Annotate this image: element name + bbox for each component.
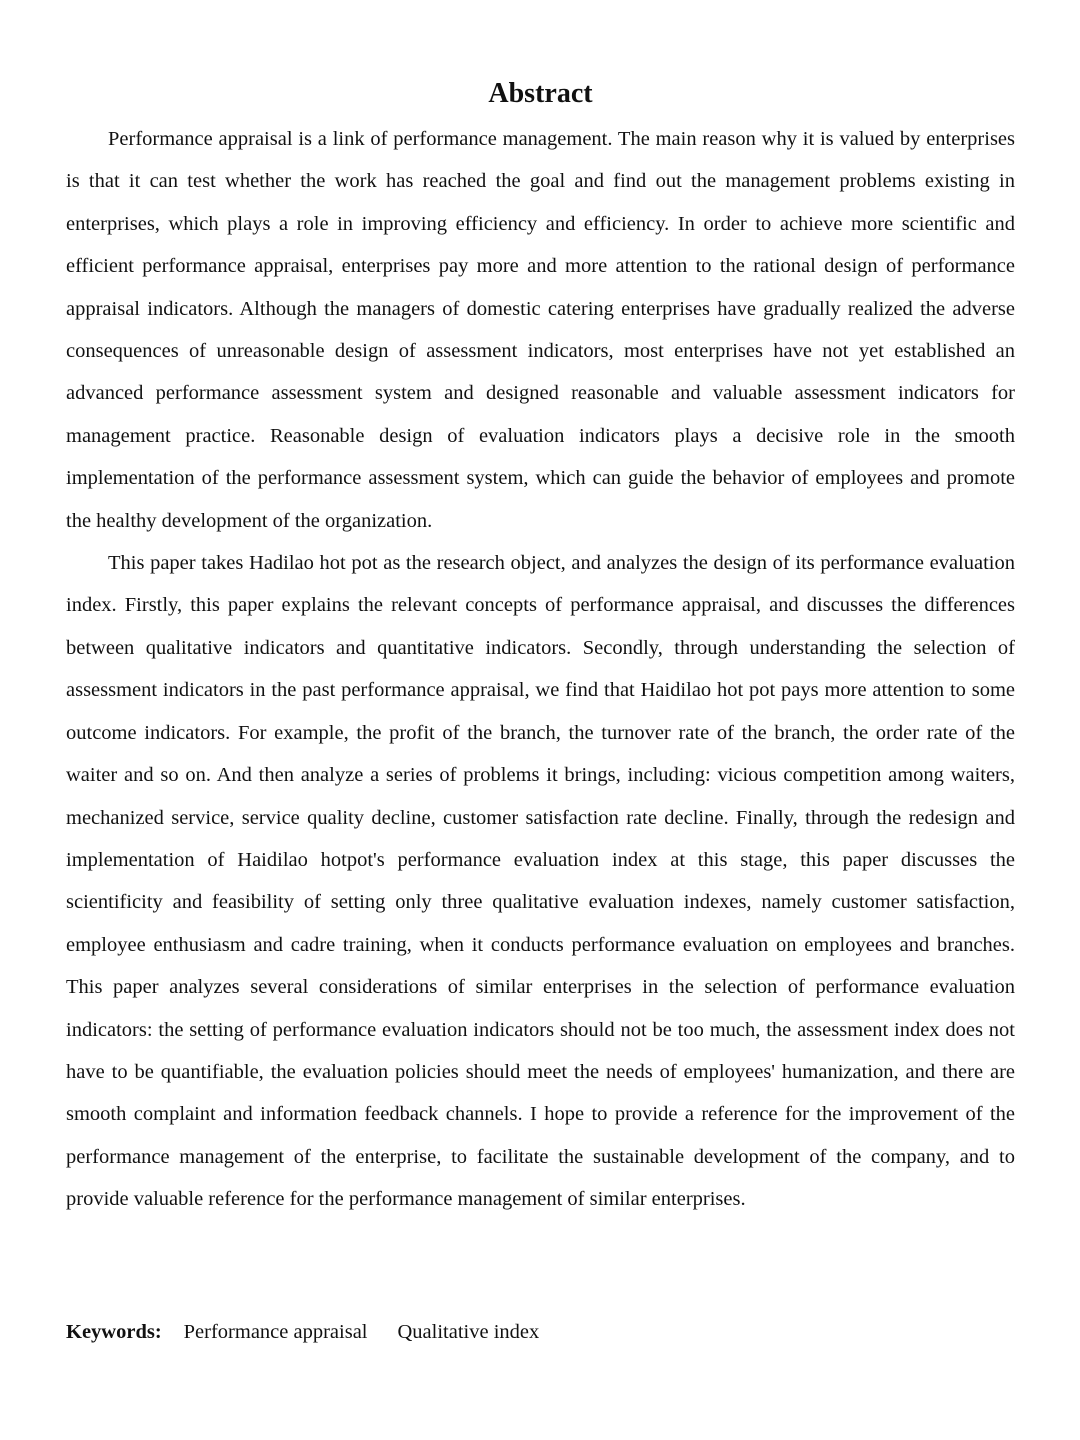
abstract-paragraph-2: This paper takes Hadilao hot pot as the research object, and analyzes the design of its performance evaluation index. Firstly, this paper explains the relevant concepts of performance appraisal, and discusses the differences between qualitative indicators and quantitative indicators. Secondly, through understanding the selection of assessment indicators in the past performance appraisal, we find that Haidilao hot pot pays more attention to some outcome indicators. For example, the profit of the branch, the turnover rate of the branch, the order rate of the waiter and so on. And then analyze a series of problems it brings, including: vicious competition among waiters, mechanized service, service quality decline, customer satisfaction rate decline. Finally, through the redesign and implementation of Haidilao hotpot's performance evaluation index at this stage, this paper discusses the scientificity and feasibility of setting only three qualitative evaluation indexes, namely customer satisfaction, employee enthusiasm and cadre training, when it conducts performance evaluation on employees and branches. This paper analyzes several considerations of similar enterprises in the selection of performance evaluation indicators: the setting of performance evaluation indicators should not be too much, the assessment index does not have to be quantifiable, the evaluation policies should meet the needs of employees' humanization, and there are smooth complaint and information feedback channels. I hope to provide a reference for the improvement of the performance management of the enterprise, to facilitate the sustainable development of the company, and to provide valuable reference for the performance management of similar enterprises. [66, 552, 1015, 1211]
abstract-paragraph-1: Performance appraisal is a link of performance management. The main reason why it is valued by enterprises is that it can test whether the work has reached the goal and find out the management problems existing in enterprises, which plays a role in improving efficiency and efficiency. In order to achieve more scientific and efficient performance appraisal, enterprises pay more and more attention to the rational design of performance appraisal indicators. Although the managers of domestic catering enterprises have gradually realized the adverse consequences of unreasonable design of assessment indicators, most enterprises have not yet established an advanced performance assessment system and designed reasonable and valuable assessment indicators for management practice. Reasonable design of evaluation indicators plays a decisive role in the smooth implementation of the performance assessment system, which can guide the behavior of employees and promote the healthy development of the organization. [66, 128, 1015, 532]
keyword-item: Qualitative index [397, 1321, 540, 1343]
keywords-label: Keywords: [66, 1321, 162, 1343]
abstract-section [66, 74, 1015, 1221]
keyword-item: Performance appraisal [183, 1321, 368, 1343]
keywords-line [66, 1316, 569, 1348]
page-title: Abstract [488, 78, 593, 109]
